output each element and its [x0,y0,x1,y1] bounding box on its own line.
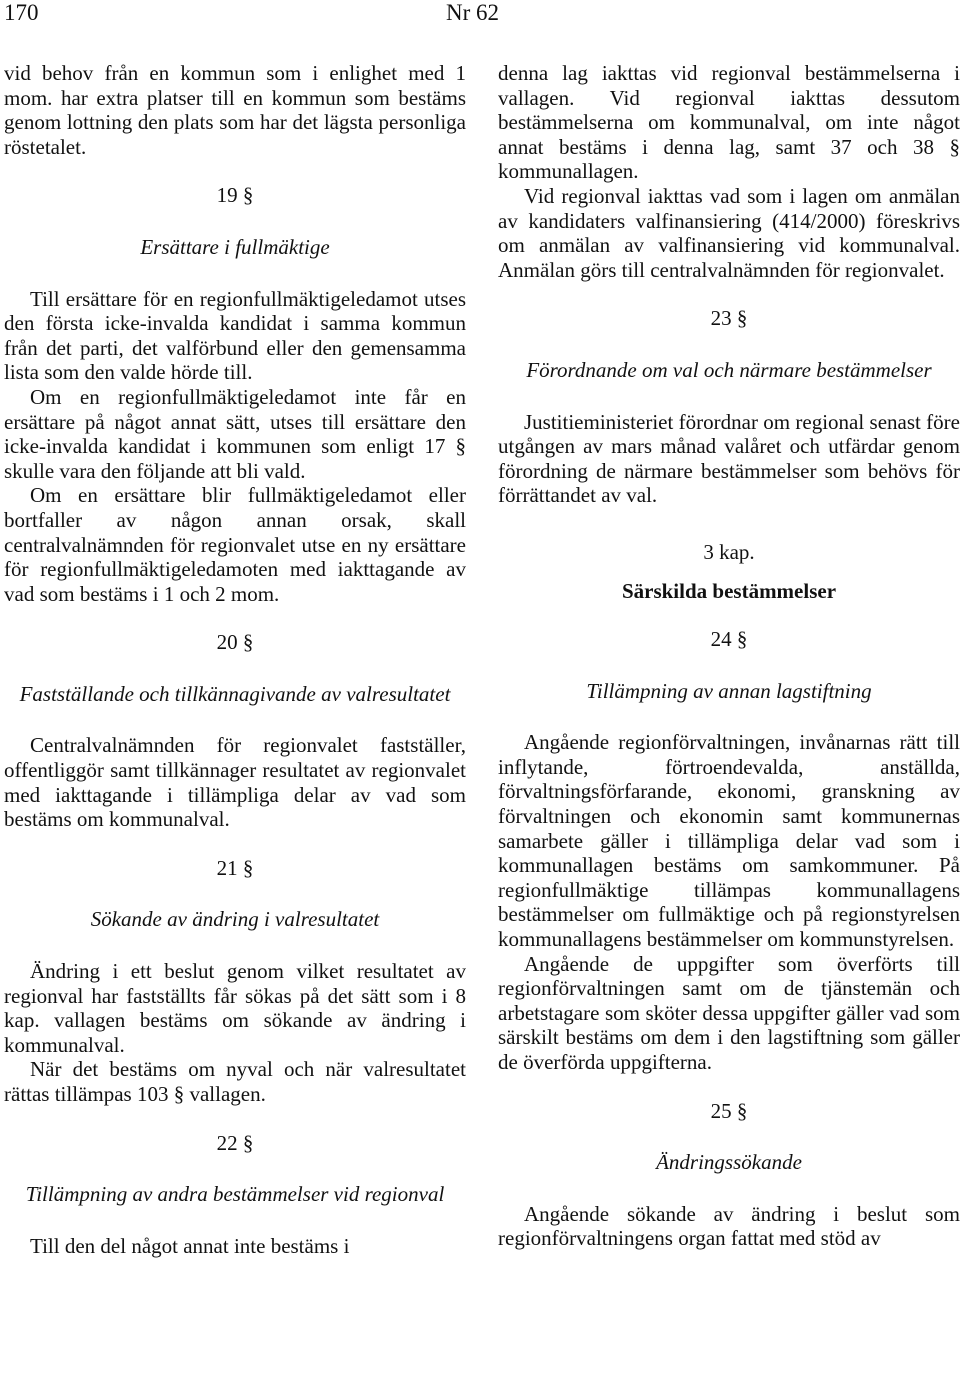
section-title-19: Ersättare i fullmäktige [140,234,330,259]
paragraph: Till den del något annat inte bestäms i [30,1233,350,1258]
paragraph: Justitieministeriet förordnar om regional senast före utgången av mars månad valåret och utfärdar genom förordning de närmare bestämmelser som behövs för förrättandet av val. [498,409,960,508]
issue-number: Nr 62 [446,0,500,25]
right-column [498,61,960,1251]
section-number-25: 25 § [710,1098,748,1123]
section-number-24: 24 § [710,627,748,652]
section-title-23: Förordnande om val och närmare bestämmelser [526,357,932,382]
section-number-19: 19 § [216,183,254,208]
continued-paragraph: vid behov från en kommun som i enlighet med 1 mom. har extra platser till en kommun som bestäms genom lottning den plats som har det lägsta personliga röstetalet. [4,61,466,159]
continued-paragraph: denna lag iakttas vid regionval bestämmelserna i vallagen. Vid regionval iakttas dessutom bestämmelserna om kommunalval, om inte något annat bestäms i denna lag, samt 37 och 38 § kommunallagen. [498,61,960,184]
paragraph: Angående sökande av ändring i beslut som regionförvaltningens organ fattat med stöd av [498,1201,960,1251]
section-title-20: Fastställande och tillkännagivande av valresultatet [19,681,451,706]
section-title-25: Ändringssökande [656,1150,802,1175]
paragraph: Angående regionförvaltningen, invånarnas rätt till inflytande, förtroendevalda, anställda, förvaltningsförfarande, ekonomi, granskning av förvaltningen och ekonomin samt kommunernas samarbete gäller i tillämpliga delar vad som i kommunallagen bestäms om samkommuner. På regionfullmäktige tillämpas kommunallagens bestämmelser om fullmäktige och på regionstyrelsen kommunallagens bestämmelser om kommunstyrelsen. [498,730,960,952]
section-number-21: 21 § [216,855,254,880]
paragraph: Till ersättare för en regionfullmäktigeledamot utses den första icke-invalda kandidat i samma kommun från det parti, det valförbund eller den gemensamma lista som den valde hörde till. [4,286,466,385]
paragraph: Om en regionfullmäktigeledamot inte får en ersättare på något annat sätt, utses till ersättare den icke-invalda kandidat i kommunen som enligt 17 § skulle vara den följande att bli vald. [4,384,466,483]
section-number-23: 23 § [710,306,748,331]
section-title-24: Tillämpning av annan lagstiftning [586,678,872,703]
section-number-22: 22 § [216,1130,254,1155]
page-number: 170 [4,0,39,25]
paragraph: När det bestäms om nyval och när valresultatet rättas tillämpas 103 § vallagen. [4,1057,466,1106]
paragraph: Ändring i ett beslut genom vilket resultatet av regionval har fastställts får sökas på det sätt som i 8 kap. vallagen bestäms om sökande av ändring i kommunalval. [4,959,466,1057]
page-header [0,0,960,30]
paragraph: Centralvalnämnden för regionvalet fastställer, offentliggör samt tillkännager resultatet av regionvalet med iakttagande i tillämpliga delar av vad som bestäms om kommunalval. [4,733,466,832]
section-number-20: 20 § [216,630,254,655]
section-title-22: Tillämpning av andra bestämmelser vid regionval [25,1182,445,1207]
paragraph: Vid regionval iakttas vad som i lagen om anmälan av kandidaters valfinansiering (414/2000) föreskrivs om anmälan av valfinansiering vid kommunalval. Anmälan görs till centralvalnämnden för regionvalet. [498,183,960,282]
chapter-number: 3 kap. [703,539,755,564]
chapter-title: Särskilda bestämmelser [621,578,837,603]
left-column [4,61,466,1258]
section-title-21: Sökande av ändring i valresultatet [90,907,380,932]
paragraph: Om en ersättare blir fullmäktigeledamot eller bortfaller av någon annan orsak, skall centralvalnämnden för regionvalet utse en ny ersättare för regionfullmäktigeledamoten med iakttagande av vad som bestäms i 1 och 2 mom. [4,483,466,606]
paragraph: Angående de uppgifter som överförts till regionförvaltningen samt om de tjänstemän och arbetstagare som sköter dessa uppgifter gäller vad som särskilt bestäms om dem i den lagstiftning som gäller de överförda uppgifterna. [498,951,960,1074]
